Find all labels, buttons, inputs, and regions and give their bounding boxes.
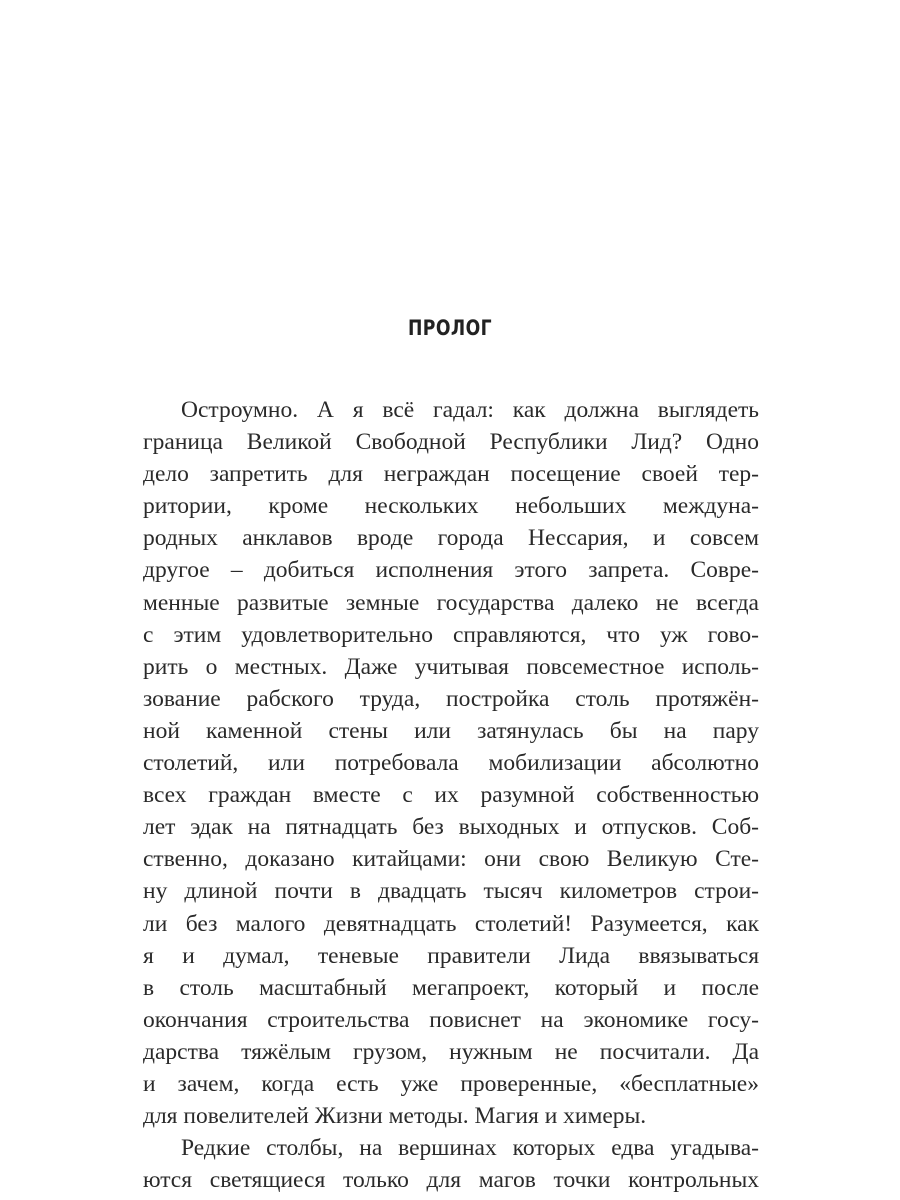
- text-line: ной каменной стены или затянулась бы на пару: [143, 717, 759, 744]
- text-line: и зачем, когда есть уже проверенные, «бесплатные»: [143, 1070, 759, 1097]
- text-line: ну длиной почти в двадцать тысяч километров строи-: [143, 878, 759, 905]
- text-line: менные развитые земные государства далеко не всегда: [143, 589, 759, 616]
- text-line: ются светящиеся только для магов точки контрольных: [143, 1167, 759, 1194]
- text-line: другое – добиться исполнения этого запрета. Совре-: [143, 557, 759, 584]
- text-line: Редкие столбы, на вершинах которых едва угадыва-: [181, 1135, 759, 1162]
- text-line: граница Великой Свободной Республики Лид? Одно: [143, 429, 759, 456]
- text-line: я и думал, теневые правители Лида ввязываться: [143, 942, 759, 969]
- text-line: окончания строительства повиснет на экономике госу-: [143, 1006, 759, 1033]
- text-line: Остроумно. А я всё гадал: как должна выглядеть: [181, 397, 759, 423]
- text-line: родных анклавов вроде города Нессария, и совсем: [143, 525, 759, 552]
- chapter-title: ПРОЛОГ: [407, 316, 493, 340]
- text-line: лет эдак на пятнадцать без выходных и отпусков. Соб-: [143, 814, 759, 841]
- text-line: дарства тяжёлым грузом, нужным не посчитали. Да: [143, 1038, 759, 1065]
- text-line: с этим удовлетворительно справляются, что уж гово-: [143, 621, 759, 648]
- text-line: ственно, доказано китайцами: они свою Великую Сте-: [143, 846, 759, 873]
- text-line: всех граждан вместе с их разумной собственностью: [143, 782, 759, 809]
- text-line: зование рабского труда, постройка столь протяжён-: [143, 685, 759, 712]
- text-line: рить о местных. Даже учитывая повсеместное исполь-: [143, 653, 759, 680]
- paragraph-1: [143, 394, 759, 1132]
- text-line: столетий, или потребовала мобилизации абсолютно: [143, 750, 759, 777]
- text-line: ли без малого девятнадцать столетий! Разумеется, как: [143, 910, 759, 937]
- text-line: ритории, кроме нескольких небольших междуна-: [143, 493, 759, 520]
- paragraph-2: [143, 1132, 759, 1196]
- text-line: для повелителей Жизни методы. Магия и химеры.: [143, 1103, 647, 1130]
- body-text: [143, 394, 759, 1196]
- text-line: в столь масштабный мегапроект, который и после: [143, 974, 759, 1001]
- text-line: дело запретить для неграждан посещение своей тер-: [143, 461, 759, 488]
